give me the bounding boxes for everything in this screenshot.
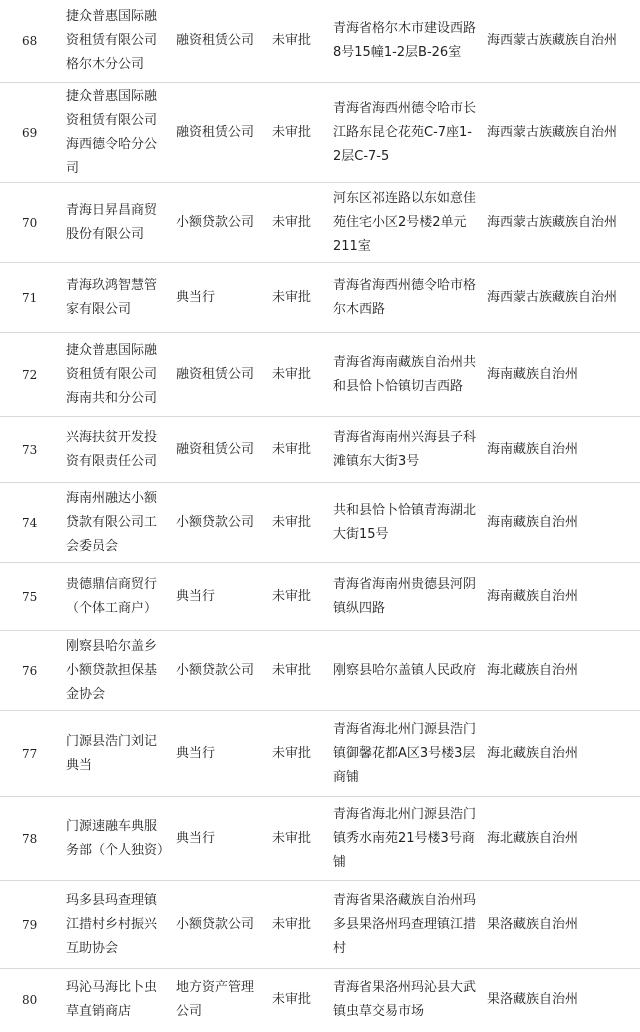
region: 果洛藏族自治州 — [487, 992, 579, 1007]
institution-type: 融资租赁公司 — [176, 124, 255, 140]
institution-type: 小额贷款公司 — [176, 214, 255, 230]
row-number: 68 — [22, 34, 38, 48]
table-row — [0, 263, 640, 333]
row-number: 69 — [22, 125, 38, 140]
row-number: 70 — [22, 215, 38, 230]
institution-type: 融资租赁公司 — [176, 441, 255, 457]
address: 青海省海西州德令哈市长江路东昆仑花苑C-7座1-2层C-7-5 — [333, 100, 477, 164]
row-number: 72 — [22, 367, 38, 382]
address: 青海省海南州兴海县子科滩镇东大街3号 — [333, 429, 477, 469]
region: 海西蒙古族藏族自治州 — [487, 214, 618, 230]
table-row — [0, 631, 640, 711]
table-row — [0, 417, 640, 483]
approval-status: 未审批 — [272, 366, 312, 382]
approval-status: 未审批 — [272, 916, 312, 932]
address: 青海省海西州德令哈市格尔木西路 — [333, 277, 477, 317]
institution-type: 典当行 — [176, 588, 216, 604]
region: 海北藏族自治州 — [487, 830, 579, 846]
institution-name: 捷众普惠国际融资租赁有限公司格尔木分公司 — [66, 9, 158, 72]
institution-type: 典当行 — [176, 745, 216, 761]
row-number: 76 — [22, 663, 38, 678]
approval-status: 未审批 — [272, 662, 312, 678]
institution-type: 小额贷款公司 — [176, 916, 255, 932]
institution-type: 融资租赁公司 — [176, 366, 255, 382]
table-row — [0, 83, 640, 183]
institution-name: 玛沁马海比卜虫草直销商店 — [66, 980, 158, 1019]
institution-type: 地方资产管理公司 — [176, 980, 255, 1019]
address: 青海省海南藏族自治州共和县恰卜恰镇切吉西路 — [333, 354, 477, 394]
address: 共和县恰卜恰镇青海湖北大街15号 — [333, 502, 477, 542]
table-row — [0, 881, 640, 969]
institution-type: 融资租赁公司 — [176, 33, 255, 48]
region: 海西蒙古族藏族自治州 — [487, 124, 618, 140]
institution-type: 小额贷款公司 — [176, 662, 255, 678]
approval-status: 未审批 — [272, 588, 312, 604]
address: 青海省果洛藏族自治州玛多县果洛州玛查理镇江措村 — [333, 892, 477, 956]
table-row — [0, 797, 640, 881]
row-number: 75 — [22, 589, 38, 604]
institution-name: 青海日昇昌商贸股份有限公司 — [66, 202, 158, 242]
address: 青海省格尔木市建设西路8号15幢1-2层B-26室 — [333, 21, 477, 60]
address: 青海省海北州门源县浩门镇秀水南苑21号楼3号商铺 — [333, 806, 477, 870]
address: 河东区祁连路以东如意佳苑住宅小区2号楼2单元211室 — [333, 190, 477, 254]
row-number: 73 — [22, 442, 38, 457]
region: 海南藏族自治州 — [487, 441, 579, 457]
row-number: 78 — [22, 831, 38, 846]
row-number: 71 — [22, 290, 38, 305]
address: 青海省海南州贵德县河阴镇纵四路 — [333, 576, 477, 616]
address: 青海省海北州门源县浩门镇御馨花都A区3号楼3层商铺 — [333, 721, 477, 785]
region: 海北藏族自治州 — [487, 745, 579, 761]
institution-name: 门源县浩门刘记典当 — [66, 733, 158, 773]
institution-name: 刚察县哈尔盖乡小额贷款担保基金协会 — [66, 638, 158, 702]
approval-status: 未审批 — [272, 124, 312, 140]
row-number: 77 — [22, 746, 38, 761]
approval-status: 未审批 — [272, 745, 312, 761]
table-row — [0, 0, 640, 83]
institution-name: 青海玖鸿智慧管家有限公司 — [66, 277, 158, 317]
region: 果洛藏族自治州 — [487, 916, 579, 932]
approval-status: 未审批 — [272, 441, 312, 457]
institution-name: 贵德鼎信商贸行（个体工商户） — [66, 576, 158, 616]
address: 青海省果洛州玛沁县大武镇虫草交易市场 — [333, 980, 477, 1019]
institution-type: 小额贷款公司 — [176, 514, 255, 530]
region: 海南藏族自治州 — [487, 366, 579, 382]
row-number: 79 — [22, 917, 38, 932]
approval-status: 未审批 — [272, 830, 312, 846]
table-row — [0, 969, 640, 1031]
institution-name: 海南州融达小额贷款有限公司工会委员会 — [66, 490, 158, 554]
approval-status: 未审批 — [272, 289, 312, 305]
region: 海北藏族自治州 — [487, 662, 579, 678]
address: 刚察县哈尔盖镇人民政府 — [333, 662, 477, 678]
approval-status: 未审批 — [272, 33, 312, 48]
row-number: 74 — [22, 515, 38, 530]
region: 海西蒙古族藏族自治州 — [487, 33, 618, 48]
approval-status: 未审批 — [272, 992, 312, 1007]
institution-type: 典当行 — [176, 289, 216, 305]
institution-name: 玛多县玛查理镇江措村乡村振兴互助协会 — [66, 892, 158, 956]
institution-name: 捷众普惠国际融资租赁有限公司海西德令哈分公司 — [66, 88, 158, 176]
institution-name: 兴海扶贫开发投资有限责任公司 — [66, 429, 158, 469]
region: 海南藏族自治州 — [487, 588, 579, 604]
approval-status: 未审批 — [272, 514, 312, 530]
institution-name: 门源速融车典服务部（个人独资） — [66, 818, 171, 858]
region: 海南藏族自治州 — [487, 514, 579, 530]
table-row — [0, 333, 640, 417]
table-row — [0, 183, 640, 263]
table-row — [0, 483, 640, 563]
institution-name: 捷众普惠国际融资租赁有限公司海南共和分公司 — [66, 342, 158, 406]
region: 海西蒙古族藏族自治州 — [487, 289, 618, 305]
row-number: 80 — [22, 993, 38, 1007]
approval-status: 未审批 — [272, 214, 312, 230]
table-row — [0, 563, 640, 631]
institution-type: 典当行 — [176, 830, 216, 846]
table-row — [0, 711, 640, 797]
